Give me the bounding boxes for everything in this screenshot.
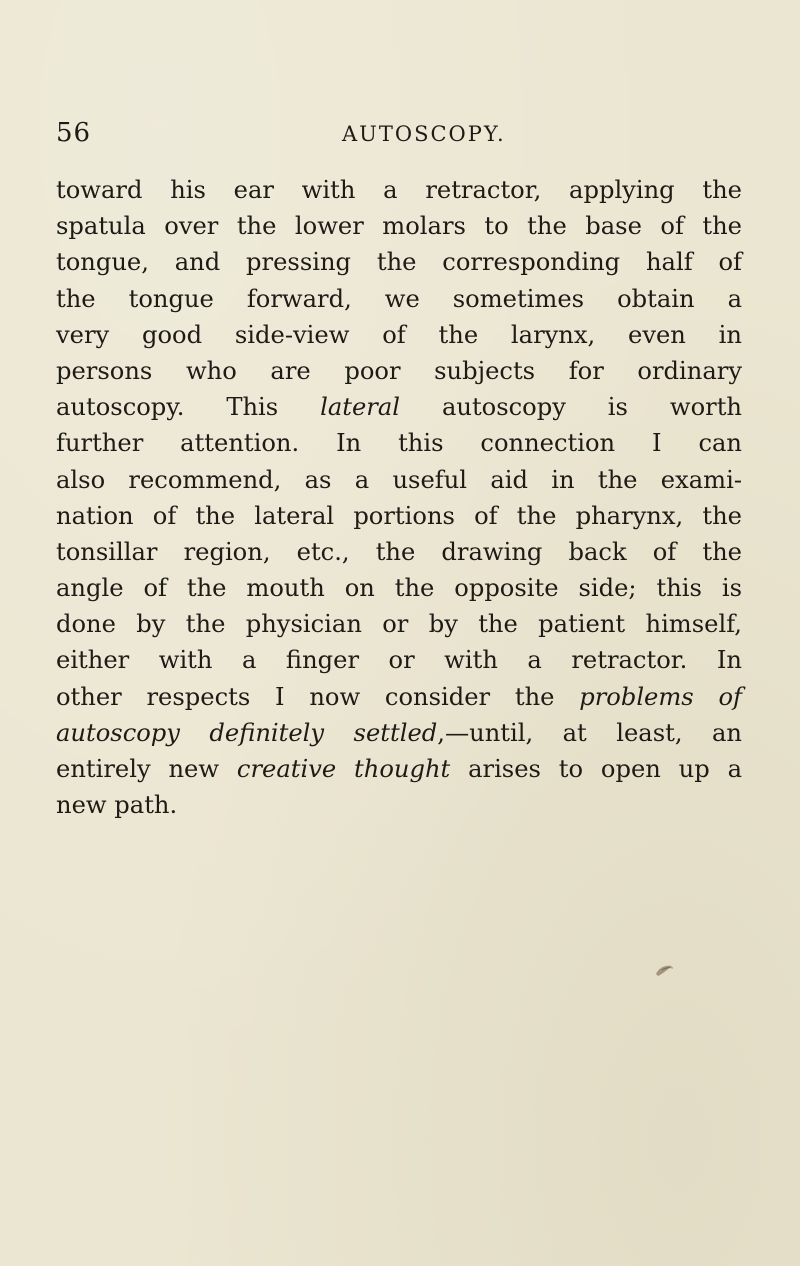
text-line <box>56 534 742 570</box>
text-run: ,—until, at least, an <box>437 718 742 747</box>
italic-text: autoscopy definitely settled <box>56 718 438 747</box>
text-line <box>56 751 742 787</box>
text-line <box>56 715 742 751</box>
text-line <box>56 570 742 606</box>
text-run: further attention. In this connection I can <box>56 429 742 458</box>
text-run: arises to open up a <box>450 755 742 783</box>
text-line <box>56 281 742 317</box>
text-run: angle of the mouth on the opposite side; this is <box>56 574 742 603</box>
text-run: autoscopy is worth <box>400 393 742 422</box>
ink-speck <box>654 962 676 978</box>
italic-text: creative thought <box>236 755 451 783</box>
text-run: entirely new <box>56 755 237 783</box>
text-line <box>56 353 742 389</box>
text-line <box>56 498 742 534</box>
text-run: tongue, and pressing the corresponding half of <box>56 248 742 277</box>
italic-text: problems of <box>579 682 742 711</box>
page-number: 56 <box>56 118 92 148</box>
text-run: toward his ear with a retractor, applying the <box>56 176 742 204</box>
text-line <box>56 787 742 823</box>
text-run: new path. <box>56 791 178 820</box>
text-line <box>56 389 742 425</box>
text-line <box>56 462 742 498</box>
page-header <box>56 118 744 154</box>
text-run: spatula over the lower molars to the base of the <box>56 212 742 241</box>
text-run: other respects I now consider the <box>56 682 580 711</box>
text-line <box>56 425 742 461</box>
italic-text: lateral <box>320 393 401 422</box>
running-head: AUTOSCOPY. <box>342 122 506 146</box>
text-line <box>56 606 742 642</box>
text-line <box>56 642 742 678</box>
text-run: done by the physician or by the patient himself, <box>56 610 742 639</box>
text-run: tonsillar region, etc., the drawing back of the <box>56 537 742 566</box>
text-run: autoscopy. This <box>56 393 321 422</box>
text-line <box>56 317 742 353</box>
text-run: the tongue forward, we sometimes obtain a <box>56 284 742 313</box>
text-line <box>56 208 742 244</box>
body-paragraph <box>56 172 742 823</box>
text-run: very good side-view of the larynx, even in <box>56 320 742 349</box>
text-run: persons who are poor subjects for ordinary <box>56 356 742 385</box>
text-line <box>56 679 742 715</box>
text-run: either with a finger or with a retractor. In <box>56 646 742 675</box>
text-run: nation of the lateral portions of the pharynx, the <box>56 501 742 530</box>
text-line <box>56 172 742 208</box>
text-line <box>56 244 742 280</box>
text-run: also recommend, as a useful aid in the exami- <box>56 465 742 494</box>
